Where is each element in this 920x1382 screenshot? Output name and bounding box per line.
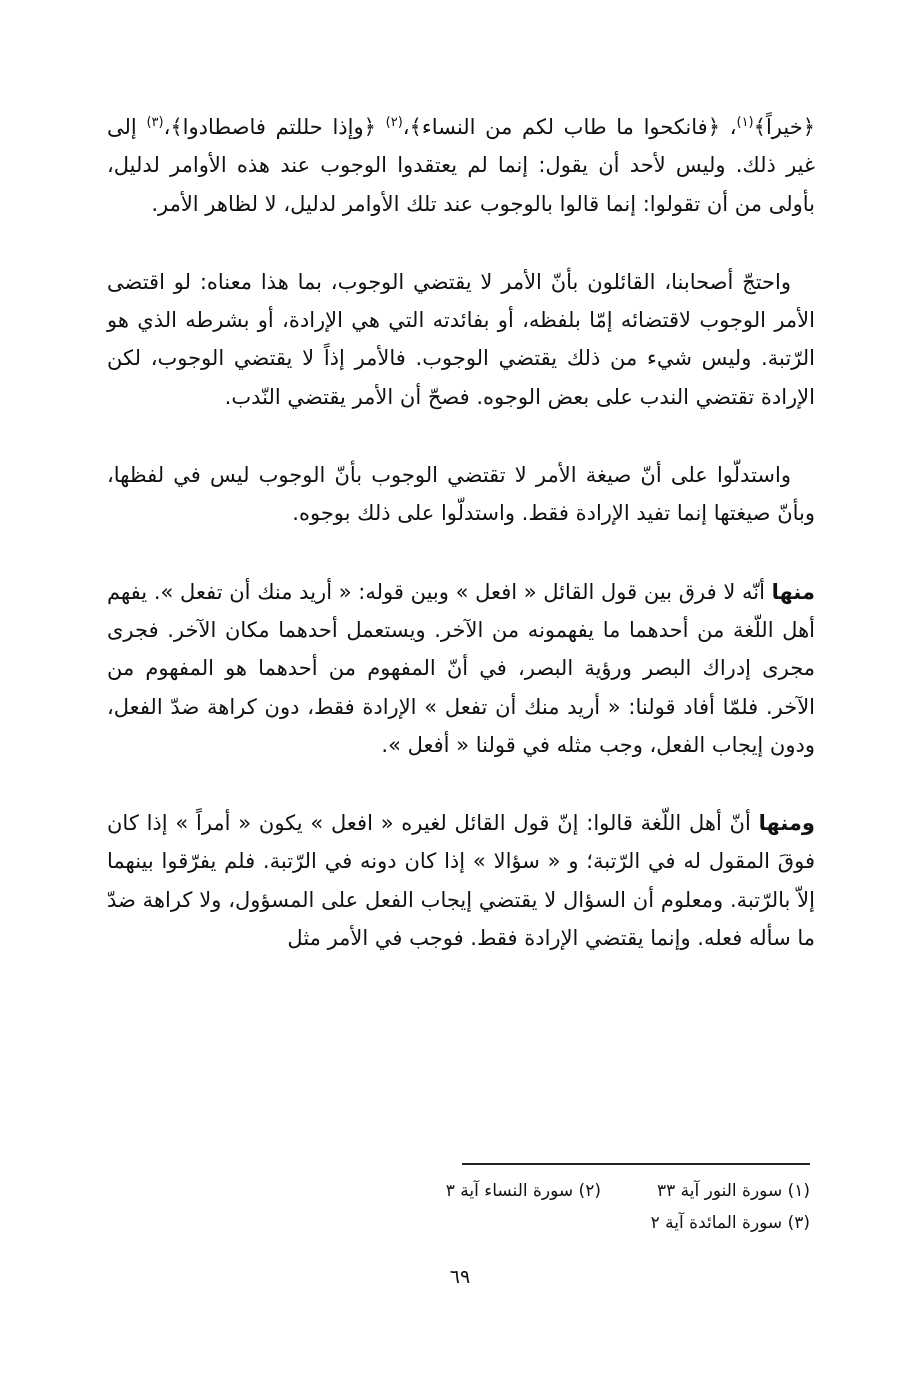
quran-verse-nisa: ﴿فانكحوا ما طاب لكم من النساء﴾: [409, 115, 721, 139]
quran-fragment-1: ﴿خيراً﴾: [753, 115, 815, 139]
page-number: ٦٩: [449, 1266, 471, 1288]
main-text: [107, 108, 815, 997]
paragraph-1-text: إلى غير ذلك. وليس لأحد أن يقول: إنما لم يعتقدوا الوجوب عند هذه الأوامر لدليل، بأولى من أن تقولوا: إنما قالوا بالوجوب عند تلك الأوامر لدليل، لا لظاهر الأمر.: [107, 115, 815, 216]
paragraph-1: ﴿خيراً﴾$^{(١)}$، ﴿فانكحوا ما طاب لكم من النساء﴾،$^{(٢)}$ ﴿وإذا حللتم فاصطادوا﴾،$^{(٣)}$ إلى غير ذلك. وليس لأحد أن يقول: إنما لم يعتقدوا الوجوب عند هذه الأوامر لدليل، بأولى من أن تقولوا: إنما قالوا بالوجوب عند تلك الأوامر لدليل، لا لظاهر الأمر.: [107, 115, 815, 216]
paragraph-2: [107, 263, 815, 416]
paragraph-5-text: أنّ أهل اللّغة قالوا: إنّ قول القائل لغيره « افعل » يكون « أمراً » إذا كان فوقَ المقول له في الرّتبة؛ و « سؤالا » إذا كان دونه في الرّتبة. فلم يفرّقوا بينهما إلاّ بالرّتبة. ومعلوم أن السؤال لا يقتضي إيجاب الفعل على المسؤول، ولا كراهة ضدّ ما سأله فعله. وإنما يقتضي الإرادة فقط. فوجب في الأمر مثل: [107, 811, 815, 951]
quran-verse-maidah: ﴿وإذا حللتم فاصطادوا﴾: [170, 115, 376, 139]
footnote-1: (١) سورة النور آية ٣٣: [656, 1181, 810, 1201]
paragraph-4-lead: منها: [771, 579, 815, 604]
quran-verse-maidah-text: وإذا حللتم فاصطادوا: [182, 115, 364, 139]
paragraph-2-text: واحتجّ أصحابنا، القائلون بأنّ الأمر لا يقتضي الوجوب، بما هذا معناه: لو اقتضى الأمر الوجوب لاقتضائه إمّا بلفظه، أو بفائدته التي هي الإرادة، أو بشرطه الذي هو الرّتبة. وليس شيء من ذلك يقتضي الوجوب. فالأمر إذاً لا يقتضي الوجوب، لكن الإرادة تقتضي الندب على بعض الوجوه. فصحّ أن الأمر يقتضي النّدب.: [107, 269, 815, 409]
footnote-ref-2: (٢): [385, 115, 403, 130]
footnote-row-2: [350, 1210, 810, 1242]
paragraph-3-text: واستدلّوا على أنّ صيغة الأمر لا تقتضي الوجوب بأنّ الوجوب ليس في لفظها، وبأنّ صيغتها إنما تفيد الإرادة فقط. واستدلّوا على ذلك بوجوه.: [107, 463, 815, 526]
paragraph-4: [107, 573, 815, 764]
paragraph-3: [107, 456, 815, 533]
paragraph-5: [107, 804, 815, 957]
footnote-3: (٣) سورة المائدة آية ٢: [650, 1213, 810, 1233]
paragraph-4-text: أنّه لا فرق بين قول القائل « افعل » وبين قوله: « أريد منك أن تفعل ». يفهم أهل اللّغة من أحدهما ما يفهمونه من الآخر. ويستعمل أحدهما مكان الآخر. فجرى مجرى إدراك البصر ورؤية البصر، في أنّ المفهوم من أحدهما هو المفهوم من الآخر. فلمّا أفاد قولنا: « أريد منك أن تفعل » الإرادة فقط، دون كراهة ضدّ الفعل، ودون إيجاب الفعل، وجب مثله في قولنا « أفعل ».: [107, 579, 815, 757]
footnote-ref-3: (٣): [146, 115, 164, 130]
paragraph-5-lead: ومنها: [758, 811, 815, 836]
quran-verse-nisa-text: فانكحوا ما طاب لكم من النساء: [421, 115, 708, 139]
footnote-2: (٢) سورة النساء آية ٣: [445, 1181, 601, 1201]
footnotes: [350, 1178, 810, 1242]
footnote-row-1: [350, 1178, 810, 1210]
footnote-separator: [462, 1163, 810, 1165]
footnote-ref-1: (١): [736, 115, 754, 130]
quran-fragment-1-text: خيراً: [765, 115, 803, 139]
